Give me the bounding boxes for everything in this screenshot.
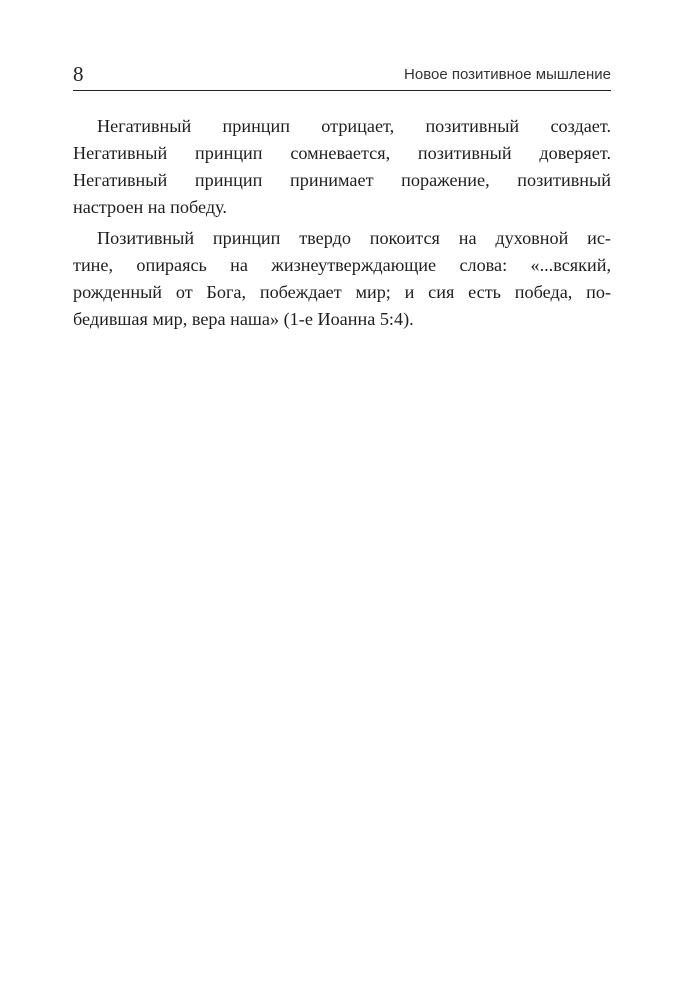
text-line: настроен на победу.	[73, 197, 227, 217]
text-line: рожденный от Бога, побеждает мир; и сия есть победа, по-	[73, 282, 611, 302]
page-number: 8	[73, 62, 84, 86]
body-text	[73, 113, 611, 337]
text-line: Негативный принцип сомневается, позитивный доверяет.	[73, 143, 611, 163]
running-header	[73, 60, 611, 91]
paragraph-2	[73, 225, 611, 333]
text-line: Позитивный принцип твердо покоится на духовной ис-	[97, 228, 611, 248]
text-line: тине, опираясь на жизнеутверждающие слова: «...всякий,	[73, 255, 611, 275]
text-line: Негативный принцип принимает поражение, позитивный	[73, 170, 611, 190]
paragraph-1	[73, 113, 611, 221]
text-line: бедившая мир, вера наша» (1-е Иоанна 5:4).	[73, 309, 414, 329]
book-title: Новое позитивное мышление	[404, 66, 611, 83]
text-line: Негативный принцип отрицает, позитивный создает.	[97, 116, 611, 136]
